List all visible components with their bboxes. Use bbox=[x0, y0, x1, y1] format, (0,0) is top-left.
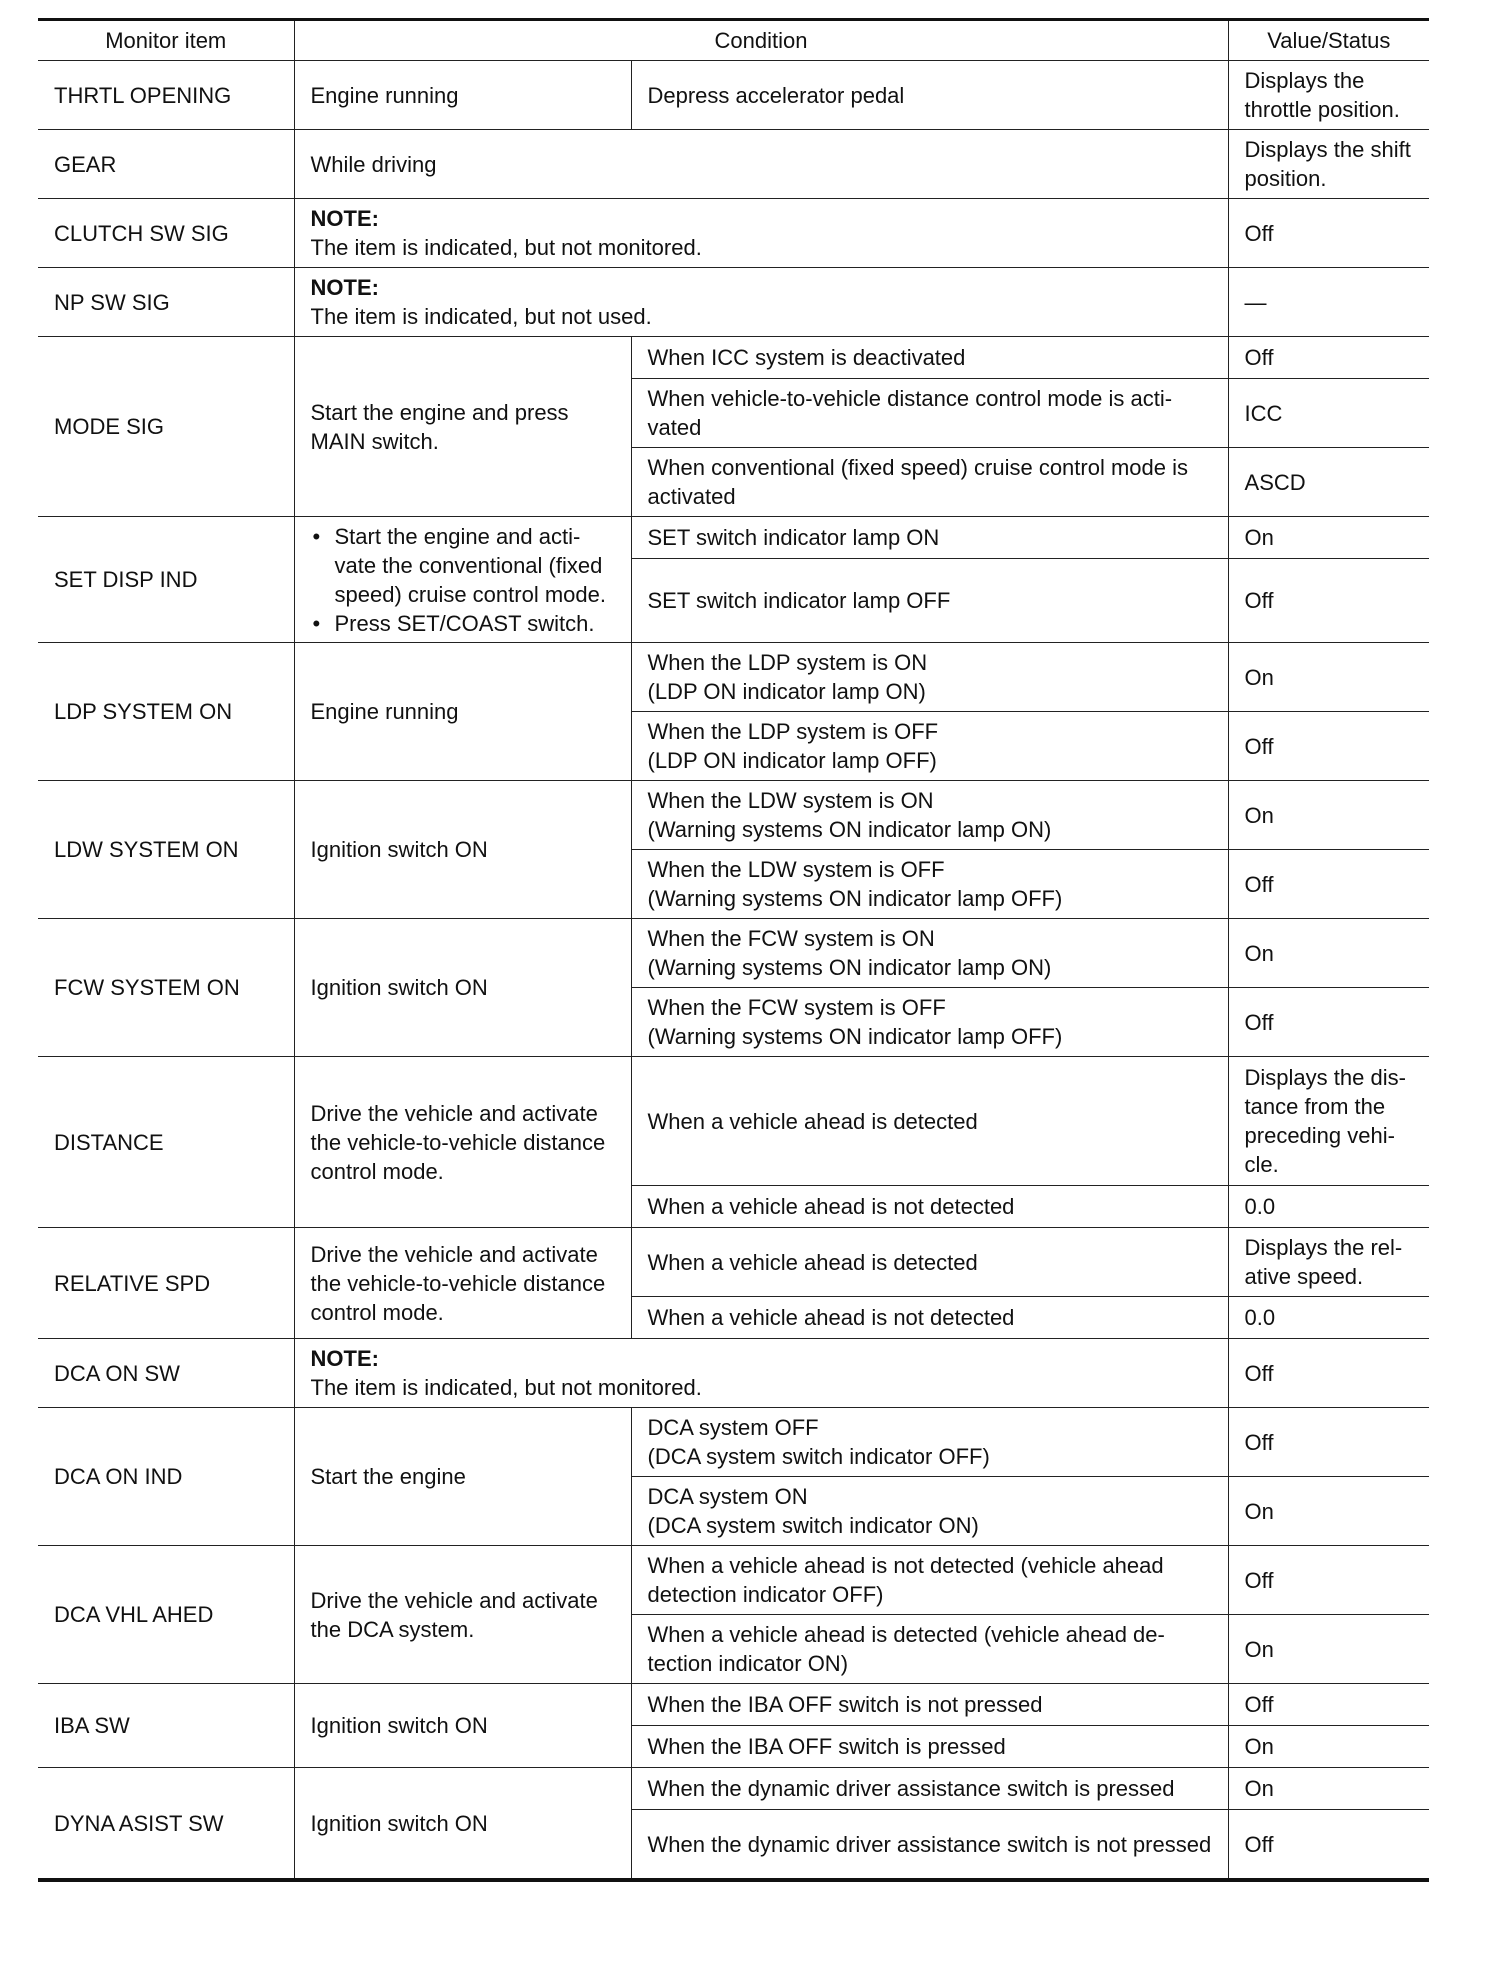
sub-condition-line: When the LDP system is OFF bbox=[647, 719, 939, 744]
value-cell: Off bbox=[1228, 1810, 1429, 1881]
sub-condition-line: When the LDP system is ON bbox=[647, 650, 928, 675]
value-cell: 0.0 bbox=[1228, 1186, 1429, 1228]
monitor-item-cell: RELATIVE SPD bbox=[38, 1228, 294, 1339]
value-cell: Displays the dis-tance from the preceding vehi-cle. bbox=[1228, 1057, 1429, 1186]
value-cell: Off bbox=[1228, 988, 1429, 1057]
sub-condition-cell: SET switch indicator lamp ON bbox=[631, 517, 1228, 559]
sub-condition-cell: When the IBA OFF switch is not pressed bbox=[631, 1684, 1228, 1726]
table-row bbox=[38, 1057, 1429, 1186]
value-cell: ASCD bbox=[1228, 448, 1429, 517]
table-row bbox=[38, 1228, 1429, 1297]
condition-cell: Start the engine bbox=[294, 1408, 631, 1546]
sub-condition-line: (DCA system switch indicator ON) bbox=[647, 1513, 979, 1538]
value-cell: On bbox=[1228, 517, 1429, 559]
sub-condition-cell: When the IBA OFF switch is pressed bbox=[631, 1726, 1228, 1768]
note-text: The item is indicated, but not monitored. bbox=[310, 235, 702, 260]
sub-condition-cell bbox=[631, 919, 1228, 988]
sub-condition-cell: When ICC system is deactivated bbox=[631, 337, 1228, 379]
sub-condition-cell: Depress accelerator pedal bbox=[631, 61, 1228, 130]
note-cell bbox=[294, 199, 1228, 268]
monitor-item-cell: IBA SW bbox=[38, 1684, 294, 1768]
table-row bbox=[38, 643, 1429, 712]
condition-bullet-list bbox=[311, 522, 615, 638]
sub-condition-line: When the FCW system is ON bbox=[647, 926, 935, 951]
sub-condition-cell bbox=[631, 1477, 1228, 1546]
header-condition: Condition bbox=[294, 20, 1228, 61]
condition-cell: Ignition switch ON bbox=[294, 1684, 631, 1768]
sub-condition-line: DCA system OFF bbox=[647, 1415, 819, 1440]
condition-cell: Engine running bbox=[294, 643, 631, 781]
table-row bbox=[38, 517, 1429, 559]
sub-condition-cell: When conventional (fixed speed) cruise control mode is activated bbox=[631, 448, 1228, 517]
condition-bullet: • Start the engine and acti-vate the conventional (fixed speed) cruise control mode. bbox=[311, 522, 615, 609]
table-row bbox=[38, 337, 1429, 379]
sub-condition-cell: SET switch indicator lamp OFF bbox=[631, 559, 1228, 643]
condition-cell bbox=[294, 517, 631, 643]
value-cell: ICC bbox=[1228, 379, 1429, 448]
note-text: The item is indicated, but not used. bbox=[310, 304, 652, 329]
sub-condition-cell bbox=[631, 781, 1228, 850]
value-cell: Displays the throttle position. bbox=[1228, 61, 1429, 130]
note-title: NOTE: bbox=[310, 275, 379, 300]
monitor-item-cell: THRTL OPENING bbox=[38, 61, 294, 130]
value-cell: Off bbox=[1228, 1408, 1429, 1477]
condition-cell: Ignition switch ON bbox=[294, 1768, 631, 1881]
sub-condition-cell: When the dynamic driver assistance switch is not pressed bbox=[631, 1810, 1228, 1881]
sub-condition-cell: When a vehicle ahead is not detected bbox=[631, 1297, 1228, 1339]
table-row bbox=[38, 1408, 1429, 1477]
value-cell: On bbox=[1228, 781, 1429, 850]
value-cell: Displays the rel-ative speed. bbox=[1228, 1228, 1429, 1297]
table-row bbox=[38, 199, 1429, 268]
monitor-item-cell: DYNA ASIST SW bbox=[38, 1768, 294, 1881]
monitor-item-cell: SET DISP IND bbox=[38, 517, 294, 643]
sub-condition-line: When the LDW system is OFF bbox=[647, 857, 945, 882]
monitor-item-cell: FCW SYSTEM ON bbox=[38, 919, 294, 1057]
table-row bbox=[38, 1546, 1429, 1615]
sub-condition-cell bbox=[631, 643, 1228, 712]
table-row bbox=[38, 130, 1429, 199]
monitor-item-cell: CLUTCH SW SIG bbox=[38, 199, 294, 268]
condition-bullet: • Press SET/COAST switch. bbox=[311, 609, 615, 638]
condition-cell: Ignition switch ON bbox=[294, 919, 631, 1057]
table-row bbox=[38, 1768, 1429, 1810]
monitor-item-cell: DCA ON SW bbox=[38, 1339, 294, 1408]
table-row bbox=[38, 61, 1429, 130]
value-cell: Off bbox=[1228, 712, 1429, 781]
note-cell bbox=[294, 1339, 1228, 1408]
sub-condition-cell: When vehicle-to-vehicle distance control mode is acti-vated bbox=[631, 379, 1228, 448]
monitor-item-table bbox=[38, 18, 1429, 1882]
monitor-item-cell: DISTANCE bbox=[38, 1057, 294, 1228]
table-row bbox=[38, 919, 1429, 988]
sub-condition-line: (LDP ON indicator lamp OFF) bbox=[647, 748, 937, 773]
value-cell: On bbox=[1228, 919, 1429, 988]
value-cell: Off bbox=[1228, 1339, 1429, 1408]
value-cell: On bbox=[1228, 1477, 1429, 1546]
sub-condition-line: DCA system ON bbox=[647, 1484, 808, 1509]
table-row bbox=[38, 268, 1429, 337]
sub-condition-cell: When the dynamic driver assistance switch is pressed bbox=[631, 1768, 1228, 1810]
header-monitor-item: Monitor item bbox=[38, 20, 294, 61]
value-cell: 0.0 bbox=[1228, 1297, 1429, 1339]
value-cell: Off bbox=[1228, 199, 1429, 268]
note-text: The item is indicated, but not monitored. bbox=[310, 1375, 702, 1400]
condition-cell: Ignition switch ON bbox=[294, 781, 631, 919]
condition-cell: Drive the vehicle and activate the DCA system. bbox=[294, 1546, 631, 1684]
note-title: NOTE: bbox=[310, 1346, 379, 1371]
sub-condition-cell bbox=[631, 988, 1228, 1057]
value-cell: On bbox=[1228, 643, 1429, 712]
value-cell: Off bbox=[1228, 559, 1429, 643]
header-value-status: Value/Status bbox=[1228, 20, 1429, 61]
value-cell: On bbox=[1228, 1726, 1429, 1768]
sub-condition-line: (Warning systems ON indicator lamp ON) bbox=[647, 955, 1052, 980]
monitor-item-cell: NP SW SIG bbox=[38, 268, 294, 337]
monitor-item-cell: LDW SYSTEM ON bbox=[38, 781, 294, 919]
table-row bbox=[38, 781, 1429, 850]
sub-condition-cell: When a vehicle ahead is detected bbox=[631, 1228, 1228, 1297]
sub-condition-cell: When a vehicle ahead is detected (vehicle ahead de-tection indicator ON) bbox=[631, 1615, 1228, 1684]
value-cell: Off bbox=[1228, 337, 1429, 379]
value-cell: Off bbox=[1228, 850, 1429, 919]
condition-cell: Start the engine and press MAIN switch. bbox=[294, 337, 631, 517]
monitor-item-cell: DCA VHL AHED bbox=[38, 1546, 294, 1684]
value-cell: Off bbox=[1228, 1684, 1429, 1726]
monitor-item-cell: DCA ON IND bbox=[38, 1408, 294, 1546]
sub-condition-line: (LDP ON indicator lamp ON) bbox=[647, 679, 926, 704]
table-row bbox=[38, 1339, 1429, 1408]
monitor-item-cell: GEAR bbox=[38, 130, 294, 199]
sub-condition-cell: When a vehicle ahead is not detected bbox=[631, 1186, 1228, 1228]
sub-condition-line: When the FCW system is OFF bbox=[647, 995, 946, 1020]
condition-cell: Drive the vehicle and activate the vehicle-to-vehicle distance control mode. bbox=[294, 1228, 631, 1339]
value-cell: Off bbox=[1228, 1546, 1429, 1615]
sub-condition-line: (Warning systems ON indicator lamp ON) bbox=[647, 817, 1052, 842]
sub-condition-line: (DCA system switch indicator OFF) bbox=[647, 1444, 990, 1469]
condition-cell: Engine running bbox=[294, 61, 631, 130]
value-cell: On bbox=[1228, 1615, 1429, 1684]
table-row bbox=[38, 1684, 1429, 1726]
sub-condition-cell bbox=[631, 850, 1228, 919]
note-title: NOTE: bbox=[310, 206, 379, 231]
value-cell: Displays the shift position. bbox=[1228, 130, 1429, 199]
monitor-item-cell: MODE SIG bbox=[38, 337, 294, 517]
value-cell: On bbox=[1228, 1768, 1429, 1810]
condition-cell: Drive the vehicle and activate the vehicle-to-vehicle distance control mode. bbox=[294, 1057, 631, 1228]
sub-condition-line: (Warning systems ON indicator lamp OFF) bbox=[647, 886, 1063, 911]
sub-condition-cell: When a vehicle ahead is not detected (vehicle ahead detection indicator OFF) bbox=[631, 1546, 1228, 1615]
value-cell: — bbox=[1228, 268, 1429, 337]
table-header-row bbox=[38, 20, 1429, 61]
sub-condition-line: When the LDW system is ON bbox=[647, 788, 934, 813]
sub-condition-cell bbox=[631, 712, 1228, 781]
monitor-item-cell: LDP SYSTEM ON bbox=[38, 643, 294, 781]
note-cell bbox=[294, 268, 1228, 337]
sub-condition-cell: When a vehicle ahead is detected bbox=[631, 1057, 1228, 1186]
condition-cell: While driving bbox=[294, 130, 1228, 199]
sub-condition-cell bbox=[631, 1408, 1228, 1477]
sub-condition-line: (Warning systems ON indicator lamp OFF) bbox=[647, 1024, 1063, 1049]
